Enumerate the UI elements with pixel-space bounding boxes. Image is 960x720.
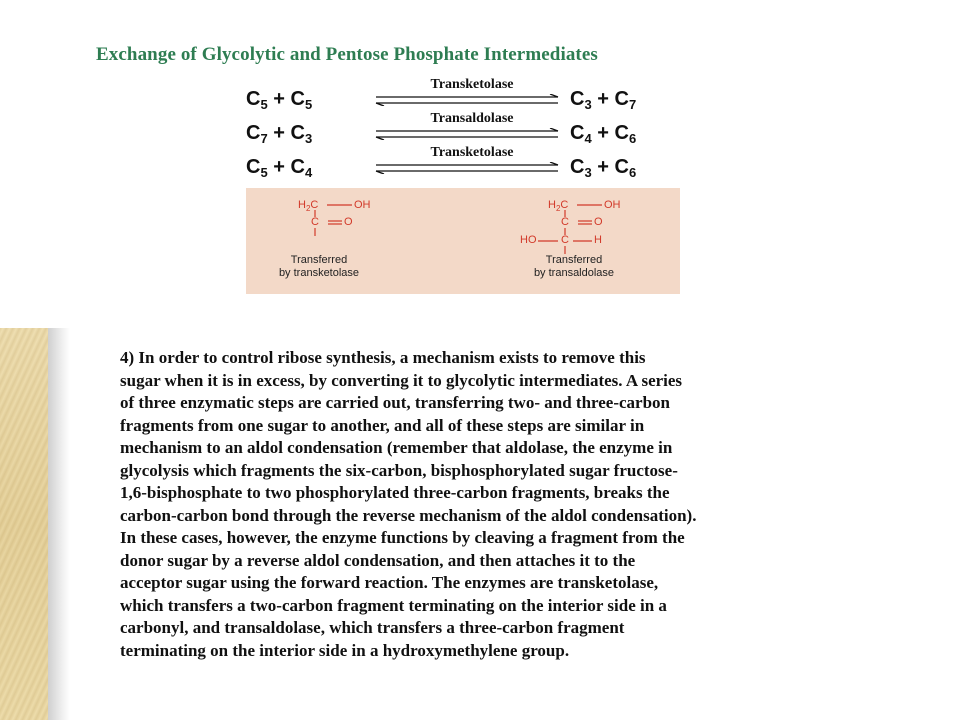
reaction-3	[246, 145, 696, 182]
paragraph-line: 1,6-bisphosphate to two phosphorylated three-carbon fragments, breaks the	[120, 483, 670, 502]
paragraph-line: 4) In order to control ribose synthesis, a mechanism exists to remove this	[120, 348, 646, 367]
reaction-3-enzyme: Transketolase	[430, 145, 514, 160]
left-h2c-atom: $H_2C$	[298, 199, 319, 214]
paragraph-line: which transfers a two-carbon fragment terminating on the interior side in a	[120, 595, 667, 615]
right-ho-atom: HO	[520, 234, 537, 246]
reaction-1-products: $C_3 + C_7$	[570, 88, 637, 112]
paragraph-line: of three enzymatic steps are carried out, transferring two- and three-carbon	[120, 393, 671, 412]
reaction-2-products: $C_4 + C_6$	[570, 122, 637, 146]
reaction-3-reactants: $C_5 + C_4$	[246, 156, 313, 180]
paragraph-line: donor sugar by a reverse aldol condensation, and then attaches it to the	[120, 550, 636, 570]
reaction-1-reactants: $C_5 + C_5$	[246, 88, 313, 112]
paragraph-line: acceptor sugar using the forward reaction. The enzymes are transketolase,	[120, 573, 659, 592]
left-oh-atom: OH	[354, 199, 371, 211]
left-caption: Transferred by transketolase	[278, 254, 360, 279]
paragraph-line: sugar when it is in excess, by converting it to glycolytic intermediates. A series	[120, 370, 683, 390]
right-carbonyl-c-atom: C	[561, 216, 569, 228]
paragraph-line: carbonyl, and transaldolase, which transfers a three-carbon fragment	[120, 618, 625, 637]
right-caption: Transferred by transaldolase	[533, 254, 615, 279]
parchment-decoration	[0, 328, 48, 720]
reaction-2-enzyme: Transaldolase	[430, 111, 514, 126]
equilibrium-arrow-icon	[372, 162, 562, 174]
right-h-atom: H	[594, 234, 602, 246]
equilibrium-arrow-icon	[372, 128, 562, 140]
right-h2c-atom: $H_2C$	[548, 199, 569, 214]
paragraph-line: carbon-carbon bond through the reverse mechanism of the aldol condensation).	[120, 505, 697, 525]
paragraph-line: terminating on the interior side in a hydroxymethylene group.	[120, 640, 570, 660]
paragraph-line: glycolysis which fragments the six-carbon, bisphosphorylated sugar fructose-	[120, 460, 678, 480]
slide-title: Exchange of Glycolytic and Pentose Phosphate Intermediates	[96, 44, 598, 65]
equilibrium-arrow-icon	[372, 94, 562, 106]
left-carbonyl-o-atom: O	[344, 216, 353, 228]
paragraph-line: In these cases, however, the enzyme functions by cleaving a fragment from the	[120, 528, 685, 547]
body-paragraph	[120, 347, 860, 662]
reaction-1-enzyme: Transketolase	[430, 77, 514, 92]
structure-panel	[246, 188, 680, 294]
paragraph-line: fragments from one sugar to another, and all of these steps are similar in	[120, 415, 645, 435]
right-oh-atom: OH	[604, 199, 621, 211]
paragraph-line: mechanism to an aldol condensation (remember that aldolase, the enzyme in	[120, 438, 673, 457]
left-carbonyl-c-atom: C	[311, 216, 319, 228]
right-c-atom: C	[561, 234, 569, 246]
reaction-1	[246, 77, 696, 114]
parchment-shadow	[48, 328, 70, 720]
reaction-2-reactants: $C_7 + C_3$	[246, 122, 313, 146]
reaction-2	[246, 111, 696, 148]
reaction-3-products: $C_3 + C_6$	[570, 156, 637, 180]
right-carbonyl-o-atom: O	[594, 216, 603, 228]
